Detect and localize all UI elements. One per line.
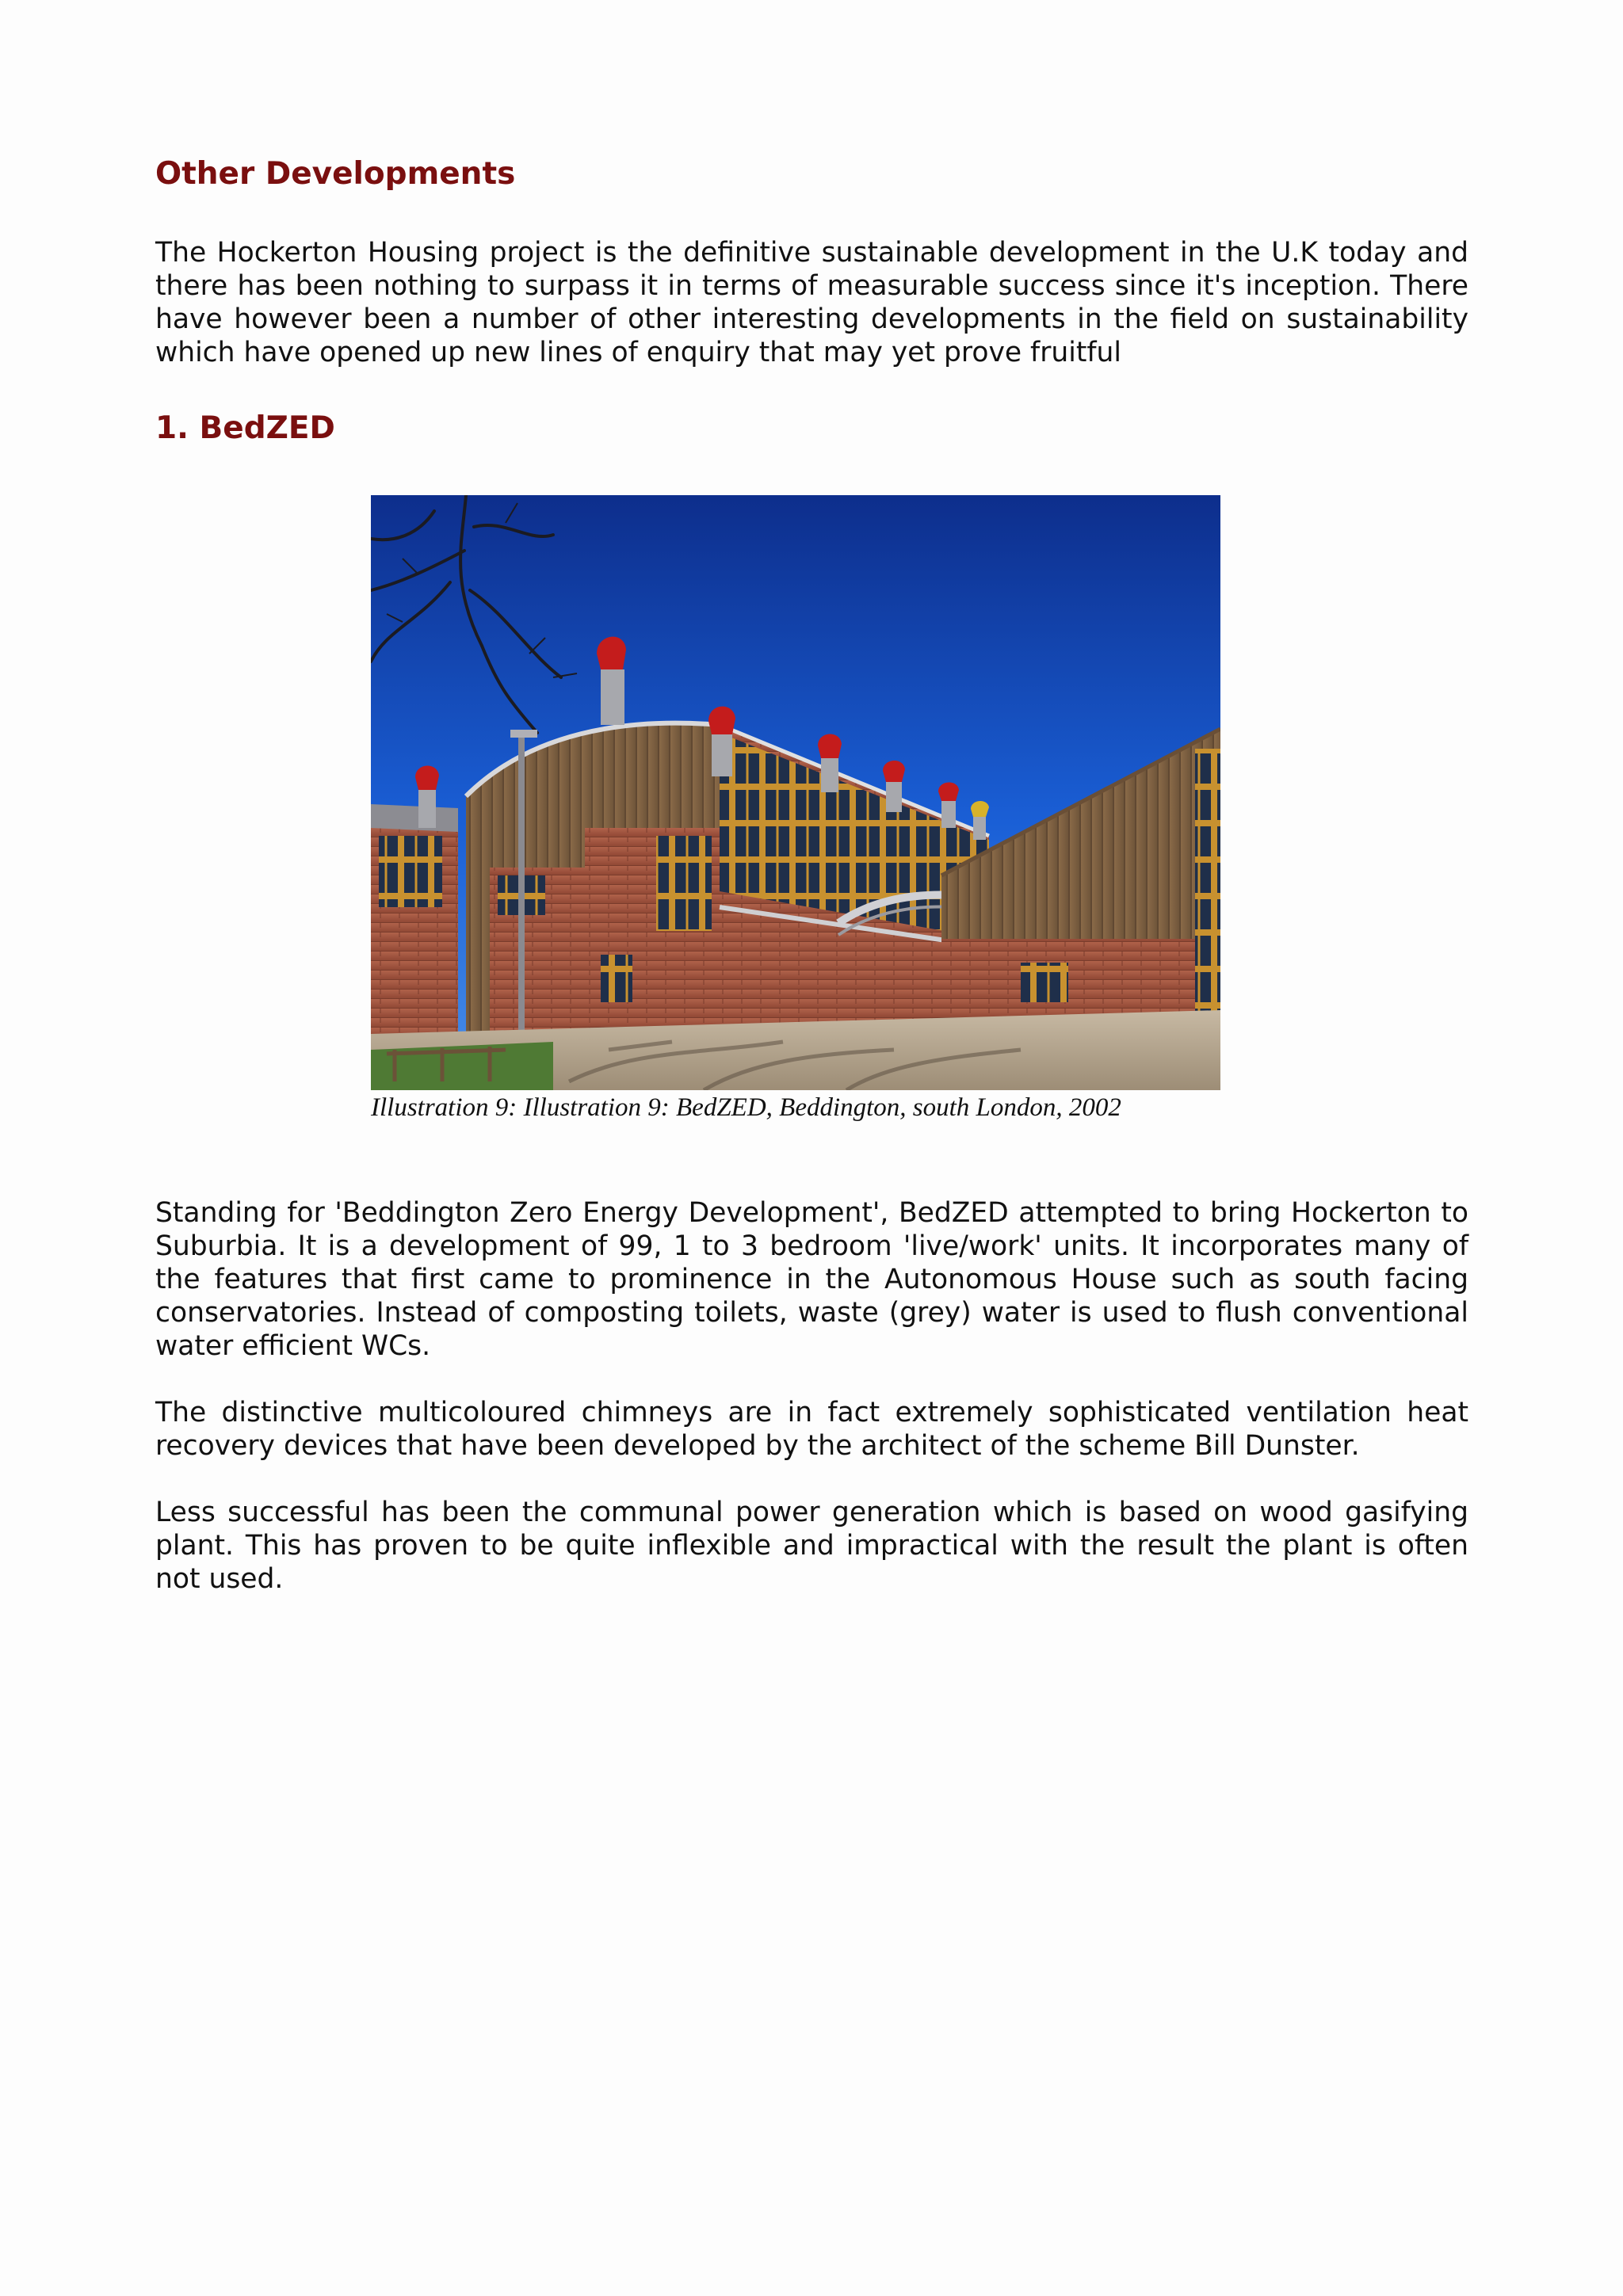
paragraph-chimneys: The distinctive multicoloured chimneys are in fact extremely sophisticated ventilation heat recovery devices that have been developed by the architect of the scheme Bill Dunster. — [155, 1397, 1468, 1462]
section-heading-bedzed: 1. BedZED — [155, 410, 335, 446]
figure-caption: Illustration 9: Illustration 9: BedZED, Beddington, south London, 2002 — [371, 1093, 1121, 1122]
figure-bedzed — [371, 495, 1220, 1125]
page-title: Other Developments — [155, 156, 516, 192]
paragraph-bedzed-description: Standing for 'Beddington Zero Energy Development', BedZED attempted to bring Hockerton to Suburbia. It is a development of 99, 1 to 3 bedroom 'live/work' units. It incorporates many of the features that first came to prominence in the Autonomous House such as south facing conservatories. Instead of composting toilets, waste (grey) water is used to flush conventional water efficient WCs. — [155, 1197, 1468, 1362]
paragraph-power-generation: Less successful has been the communal power generation which is based on wood gasifying plant. This has proven to be quite inflexible and impractical with the result the plant is often not used. — [155, 1497, 1468, 1595]
document-page — [155, 151, 1468, 1596]
intro-paragraph: The Hockerton Housing project is the definitive sustainable development in the U.K today and there has been nothing to surpass it in terms of measurable success since it's inception. There have however been a number of other interesting developments in the field on sustainability which have opened up new lines of enquiry that may yet prove fruitful — [155, 237, 1468, 368]
bedzed-photo — [371, 495, 1220, 1090]
